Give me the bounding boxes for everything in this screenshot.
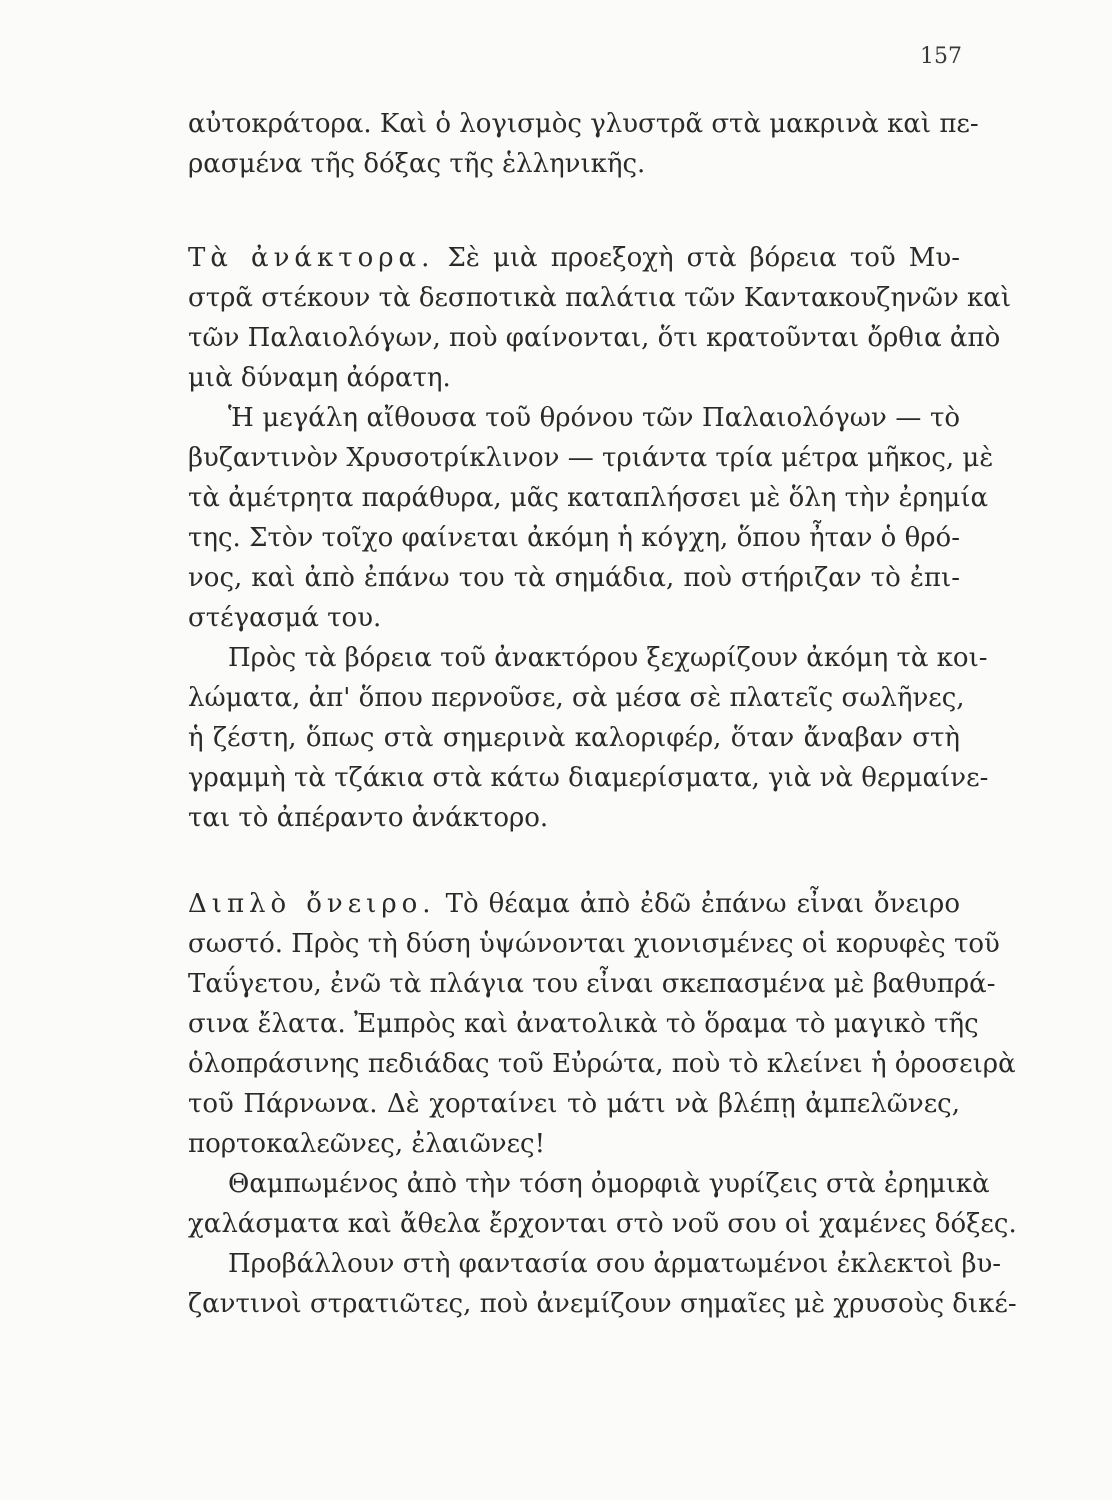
text-line: στέγασμά του.	[188, 603, 382, 633]
text-line: Ταΰγετου, ἐνῶ τὰ πλάγια του εἶναι σκεπασμένα μὲ βαθυπρά-	[188, 969, 996, 999]
text-line: αὐτοκράτορα. Καὶ ὁ λογισμὸς γλυστρᾶ στὰ μακρινὰ καὶ πε-	[188, 109, 979, 139]
section-anaktora	[188, 238, 1012, 838]
text-line-continuation: Σὲ μιὰ προεξοχὴ στὰ βόρεια τοῦ Μυ-	[447, 243, 961, 273]
text-line: Πρὸς τὰ βόρεια τοῦ ἀνακτόρου ξεχωρίζουν ἀκόμη τὰ κοι-	[228, 643, 988, 673]
text-line: τῶν Παλαιολόγων, ποὺ φαίνονται, ὅτι κρατοῦνται ὄρθια ἀπὸ	[188, 323, 1001, 353]
text-line: νος, καὶ ἀπὸ ἐπάνω του τὰ σημάδια, ποὺ στήριζαν τὸ ἐπι-	[188, 563, 960, 593]
text-line: πορτοκαλεῶνες, ἐλαιῶνες!	[188, 1129, 546, 1159]
heading-line	[188, 238, 960, 278]
page-number: 157	[920, 44, 962, 69]
text-line: Ἡ μεγάλη αἴθουσα τοῦ θρόνου τῶν Παλαιολόγων — τὸ	[228, 403, 960, 433]
text-line: γραμμὴ τὰ τζάκια στὰ κάτω διαμερίσματα, γιὰ νὰ θερμαίνε-	[188, 763, 989, 793]
text-line: βυζαντινὸν Χρυσοτρίκλινον — τριάντα τρία μέτρα μῆκος, μὲ	[188, 443, 994, 473]
section-diplo-oneiro	[188, 884, 1017, 1324]
text-line: ζαντινοὶ στρατιῶτες, ποὺ ἀνεμίζουν σημαῖες μὲ χρυσοὺς δικέ-	[188, 1289, 1017, 1319]
text-line: στρᾶ στέκουν τὰ δεσποτικὰ παλάτια τῶν Καντακουζηνῶν καὶ	[188, 283, 1012, 313]
paragraph-continuation	[188, 104, 979, 184]
text-line: λώματα, ἀπ' ὅπου περνοῦσε, σὰ μέσα σὲ πλατεῖς σωλῆνες,	[188, 683, 965, 713]
text-line: ἡ ζέστη, ὅπως στὰ σημερινὰ καλοριφέρ, ὅταν ἄναβαν στὴ	[188, 723, 960, 753]
section-heading: Διπλὸ ὄνειρο.	[188, 889, 436, 919]
text-line: σινα ἔλατα. Ἐμπρὸς καὶ ἀνατολικὰ τὸ ὅραμα τὸ μαγικὸ τῆς	[188, 1009, 979, 1039]
text-line: ται τὸ ἀπέραντο ἀνάκτορο.	[188, 803, 549, 833]
heading-line	[188, 884, 960, 924]
text-line-continuation: Τὸ θέαμα ἀπὸ ἐδῶ ἐπάνω εἶναι ὄνειρο	[445, 889, 960, 919]
text-line: της. Στὸν τοῖχο φαίνεται ἀκόμη ἡ κόγχη, ὅπου ἦταν ὁ θρό-	[188, 523, 960, 553]
section-heading: Τὰ ἀνάκτορα.	[188, 243, 435, 273]
text-line: τοῦ Πάρνωνα. Δὲ χορταίνει τὸ μάτι νὰ βλέπῃ ἀμπελῶνες,	[188, 1089, 960, 1119]
text-line: ὁλοπράσινης πεδιάδας τοῦ Εὐρώτα, ποὺ τὸ κλείνει ἡ ὀροσειρὰ	[188, 1049, 1016, 1079]
text-line: τὰ ἀμέτρητα παράθυρα, μᾶς καταπλήσσει μὲ ὅλη τὴν ἐρημία	[188, 483, 989, 513]
text-line: ρασμένα τῆς δόξας τῆς ἑλληνικῆς.	[188, 149, 646, 179]
text-line: μιὰ δύναμη ἀόρατη.	[188, 363, 451, 393]
text-line: Θαμπωμένος ἀπὸ τὴν τόση ὀμορφιὰ γυρίζεις στὰ ἐρημικὰ	[228, 1169, 990, 1199]
text-line: Προβάλλουν στὴ φαντασία σου ἀρματωμένοι ἐκλεκτοὶ βυ-	[228, 1249, 1002, 1279]
text-line: σωστό. Πρὸς τὴ δύση ὑψώνονται χιονισμένες οἱ κορυφὲς τοῦ	[188, 929, 1000, 959]
text-line: χαλάσματα καὶ ἄθελα ἔρχονται στὸ νοῦ σου οἱ χαμένες δόξες.	[188, 1209, 1017, 1239]
